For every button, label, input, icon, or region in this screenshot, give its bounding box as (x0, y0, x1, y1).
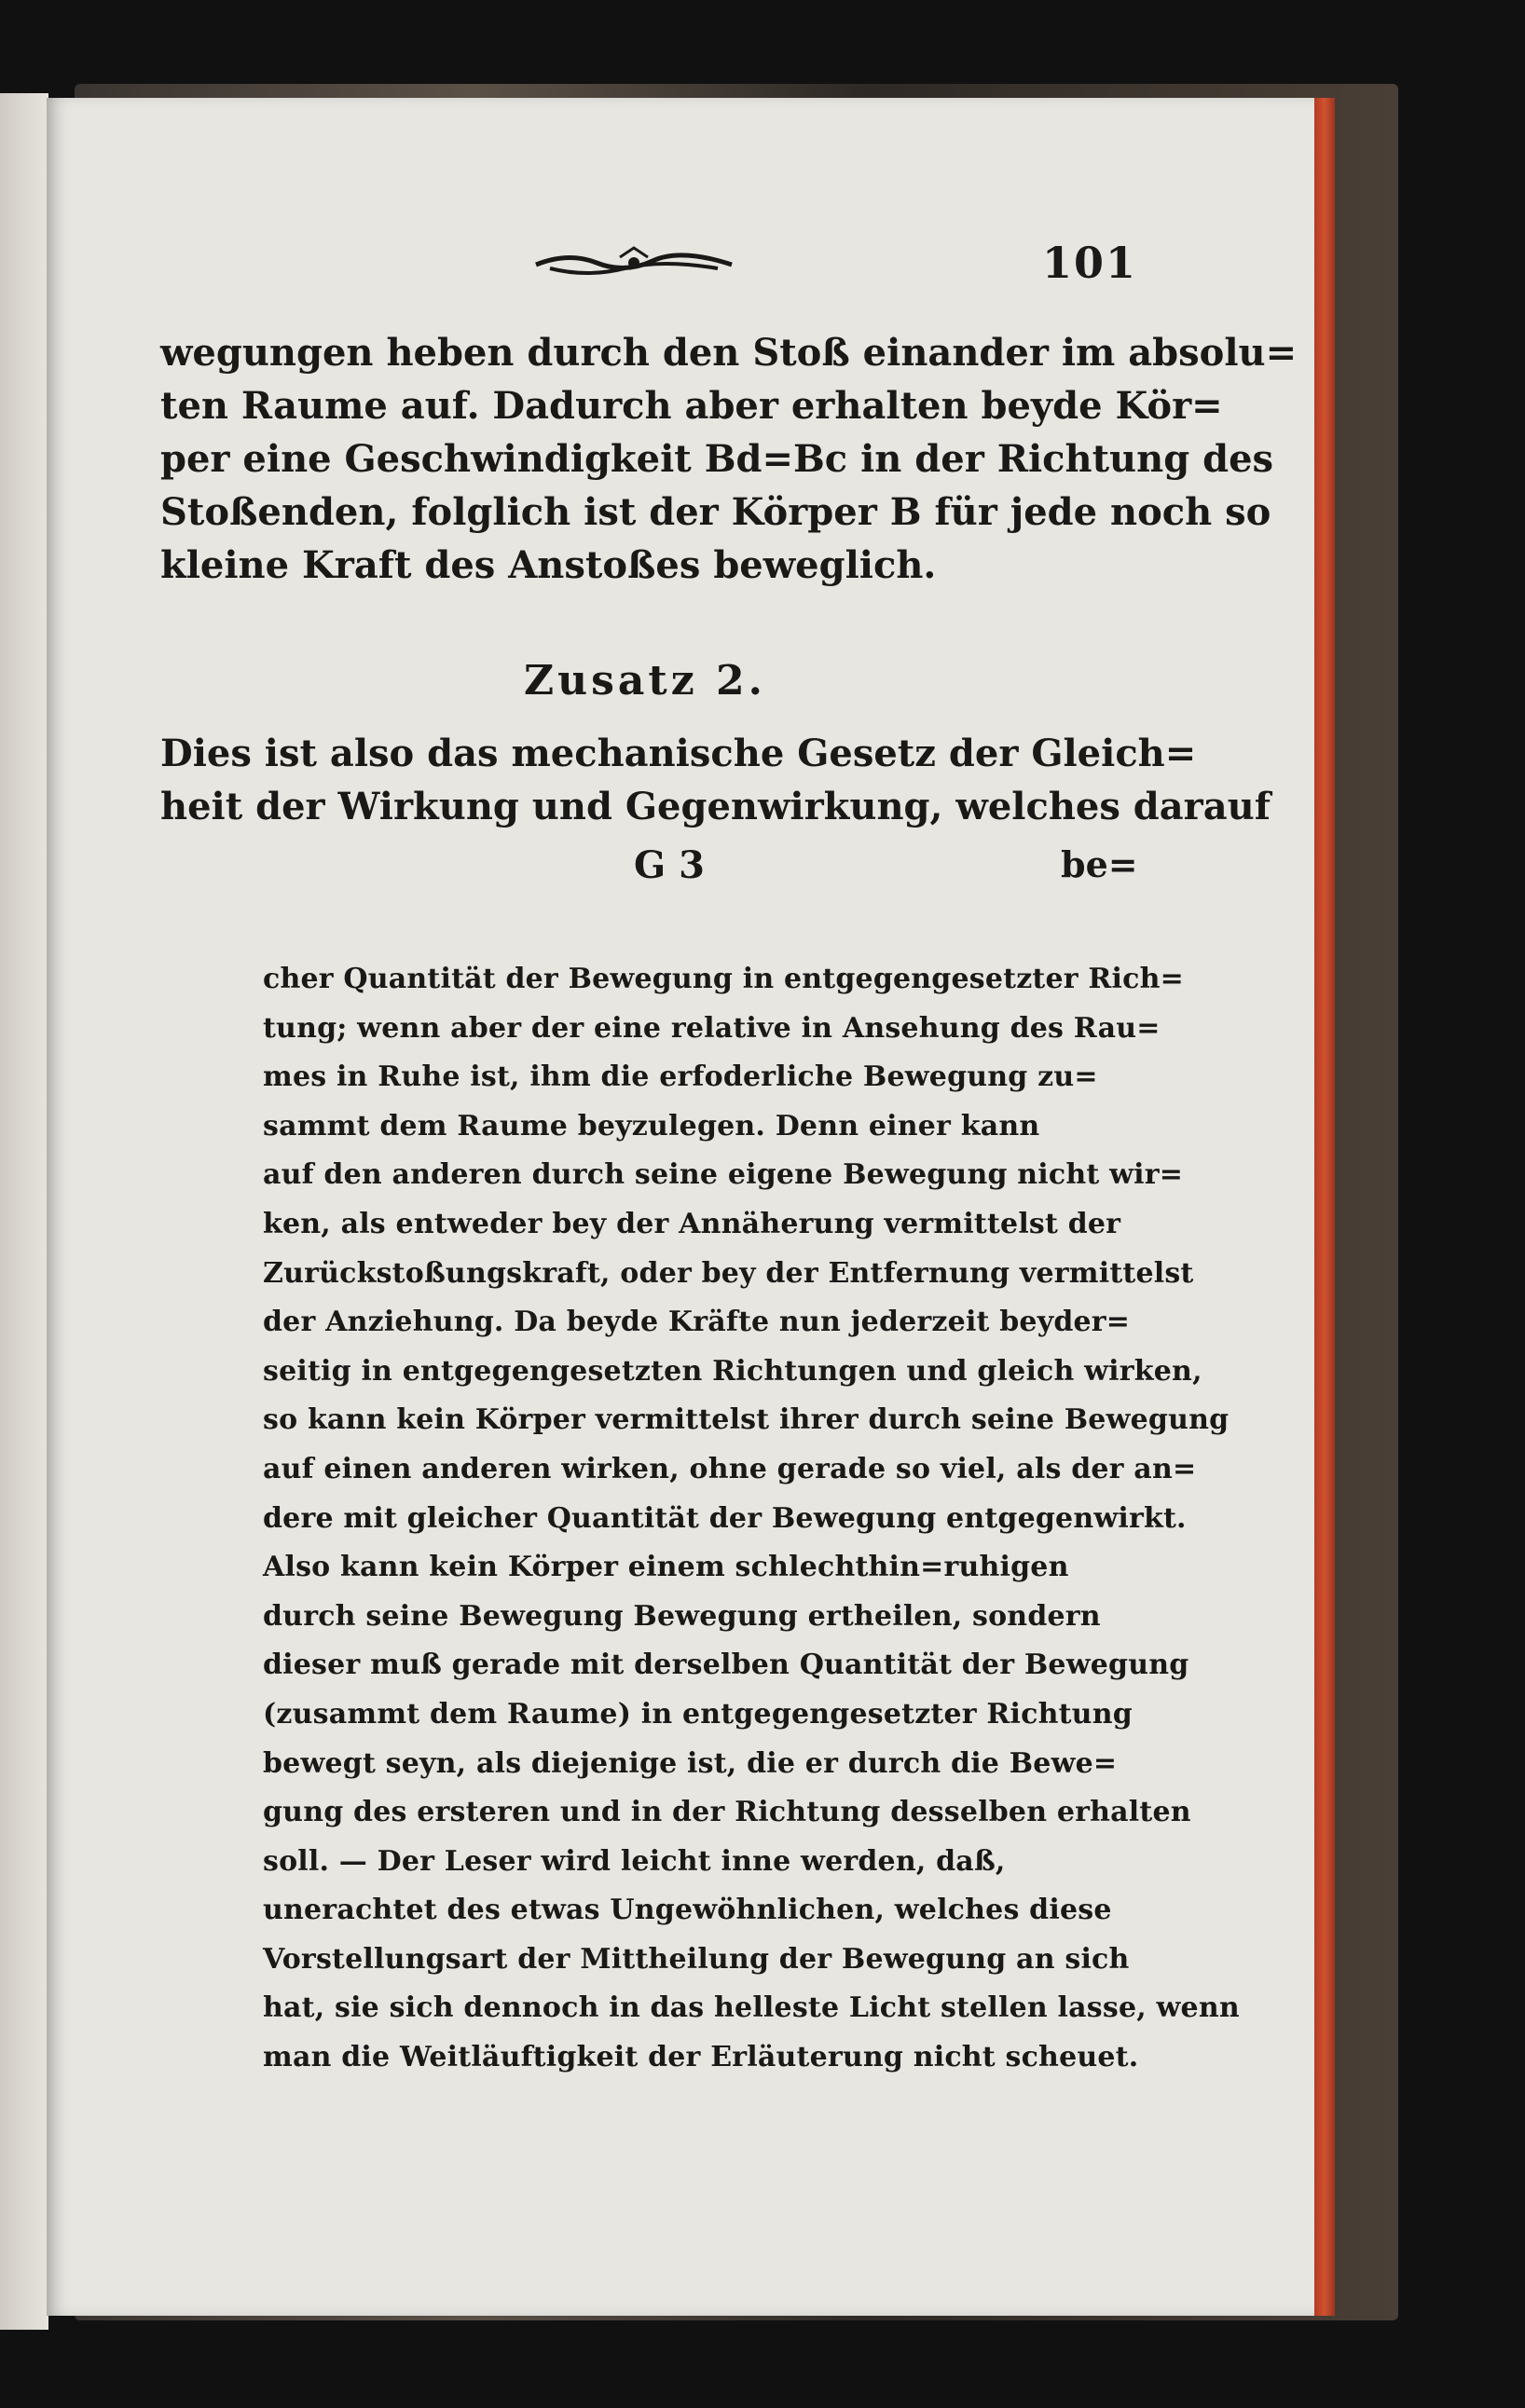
section-text-block (160, 727, 1271, 833)
main-line: Stoßenden, folglich ist der Körper B für jede noch so (160, 490, 1271, 534)
footnote-line: Vorstellungsart der Mittheilung der Bewegung an sich (263, 1942, 1130, 1976)
footnote-line: auf den anderen durch seine eigene Bewegung nicht wir= (263, 1158, 1184, 1192)
main-line: ten Raume auf. Dadurch aber erhalten beyde Kör= (160, 384, 1223, 428)
footnote-line: Also kann kein Körper einem schlechthin=ruhigen (263, 1551, 1069, 1584)
footnote-line: man die Weitläuftigkeit der Erläuterung nicht scheuet. (263, 2041, 1139, 2074)
footnote-line: soll. — Der Leser wird leicht inne werden, daß, (263, 1844, 1006, 1878)
header-ornament (531, 244, 736, 281)
page-number: 101 (1042, 238, 1138, 288)
footnote-line: unerachtet des etwas Ungewöhnlichen, welches diese (263, 1894, 1112, 1927)
footnote-line: seitig in entgegengesetzten Richtungen und gleich wirken, (263, 1354, 1202, 1388)
section-line: heit der Wirkung und Gegenwirkung, welches darauf (160, 785, 1271, 828)
footnote-line: so kann kein Körper vermittelst ihrer durch seine Bewegung (263, 1403, 1230, 1437)
section-heading: Zusatz 2. (524, 657, 766, 705)
catchword: be= (1061, 843, 1138, 885)
footnote-line: der Anziehung. Da beyde Kräfte nun jederzeit beyder= (263, 1306, 1131, 1339)
footnote-line: auf einen anderen wirken, ohne gerade so viel, als der an= (263, 1452, 1197, 1485)
footnote-line: dere mit gleicher Quantität der Bewegung entgegenwirkt. (263, 1501, 1187, 1535)
footnote-line: gung des ersteren und in der Richtung desselben erhalten (263, 1796, 1191, 1829)
footnote-block (263, 955, 1240, 2083)
footnote-line: ken, als entweder bey der Annäherung vermittelst der (263, 1207, 1121, 1240)
main-line: wegungen heben durch den Stoß einander im absolu= (160, 331, 1298, 375)
footnote-line: durch seine Bewegung Bewegung ertheilen, sondern (263, 1599, 1101, 1633)
page-edge-red (1314, 98, 1335, 2316)
footnote-line: Zurückstoßungskraft, oder bey der Entfernung vermittelst (263, 1256, 1194, 1290)
left-page-edge (0, 93, 48, 2330)
footnote-line: cher Quantität der Bewegung in entgegengesetzter Rich= (263, 963, 1184, 995)
footnote-line: dieser muß gerade mit derselben Quantität der Bewegung (263, 1649, 1189, 1682)
signature-mark: G 3 (634, 843, 705, 887)
footnote-line: mes in Ruhe ist, ihm die erfoderliche Bewegung zu= (263, 1060, 1098, 1094)
footnote-line: sammt dem Raume beyzulegen. Denn einer kann (263, 1109, 1040, 1142)
main-line: kleine Kraft des Anstoßes beweglich. (160, 543, 937, 587)
footnote-line: hat, sie sich dennoch in das helleste Licht stellen lasse, wenn (263, 1991, 1240, 2025)
footnote-line: (zusammt dem Raume) in entgegengesetzter Richtung (263, 1697, 1133, 1731)
main-text-block (160, 326, 1298, 592)
section-line: Dies ist also das mechanische Gesetz der Gleich= (160, 732, 1197, 775)
footnote-line: bewegt seyn, als diejenige ist, die er durch die Bewe= (263, 1746, 1118, 1780)
main-line: per eine Geschwindigkeit Bd=Bc in der Richtung des (160, 437, 1274, 481)
footnote-line: tung; wenn aber der eine relative in Ansehung des Rau= (263, 1011, 1161, 1045)
